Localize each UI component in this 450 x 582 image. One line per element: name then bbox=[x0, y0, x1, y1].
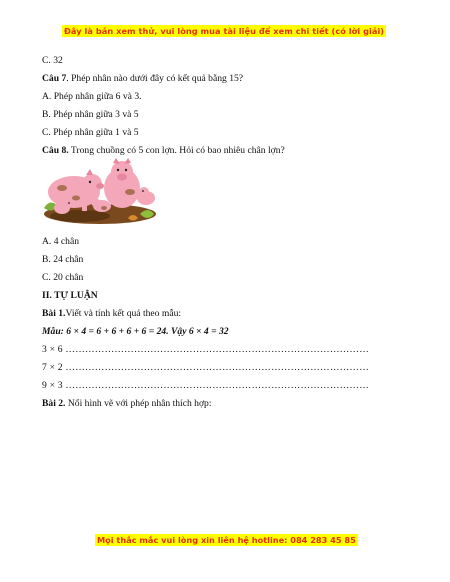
exercise-line-3: 9 × 3 ………………………………………………………………………………… bbox=[42, 380, 370, 391]
exercise-1-text: Viết và tính kết quả theo mẫu: bbox=[65, 308, 182, 319]
exercise-2 bbox=[42, 398, 212, 410]
question-8 bbox=[42, 145, 285, 157]
q7-option-a: A. Phép nhân giữa 6 và 3. bbox=[42, 91, 142, 102]
q8-option-b: B. 24 chân bbox=[42, 254, 84, 265]
hotline-footer: Mọi thắc mắc vui lòng xin liên hệ hotline: 084 283 45 85 bbox=[97, 535, 356, 545]
pigs-illustration bbox=[40, 158, 158, 226]
preview-banner: Đây là bản xem thử, vui lòng mua tài liệu để xem chi tiết (có lời giải) bbox=[64, 26, 385, 36]
exercise-1-label: Bài 1. bbox=[42, 308, 66, 319]
question-7-label: Câu 7 bbox=[42, 73, 67, 84]
exercise-2-label: Bài 2. bbox=[42, 398, 66, 409]
q8-option-a: A. 4 chân bbox=[42, 236, 80, 247]
exercise-1 bbox=[42, 308, 181, 320]
question-7-text: . Phép nhân nào dưới đây có kết quả bằng 15? bbox=[66, 73, 244, 84]
answer-c-32: C. 32 bbox=[42, 55, 63, 66]
section-heading: II. TỰ LUẬN bbox=[42, 290, 98, 301]
q8-option-c: C. 20 chân bbox=[42, 272, 84, 283]
question-8-text: Trong chuồng có 5 con lợn. Hỏi có bao nhiêu chân lợn? bbox=[68, 145, 285, 156]
exercise-2-text: Nối hình vẽ với phép nhân thích hợp: bbox=[65, 398, 212, 409]
question-8-label: Câu 8. bbox=[42, 145, 69, 156]
exercise-line-2: 7 × 2 ………………………………………………………………………………… bbox=[42, 362, 370, 373]
exercise-line-1: 3 × 6 ………………………………………………………………………………… bbox=[42, 344, 370, 355]
q7-option-b: B. Phép nhân giữa 3 và 5 bbox=[42, 109, 139, 120]
example-line: Mẫu: 6 × 4 = 6 + 6 + 6 + 6 = 24. Vậy 6 × 4 = 32 bbox=[42, 326, 229, 337]
question-7 bbox=[42, 73, 243, 85]
q7-option-c: C. Phép nhân giữa 1 và 5 bbox=[42, 127, 139, 138]
